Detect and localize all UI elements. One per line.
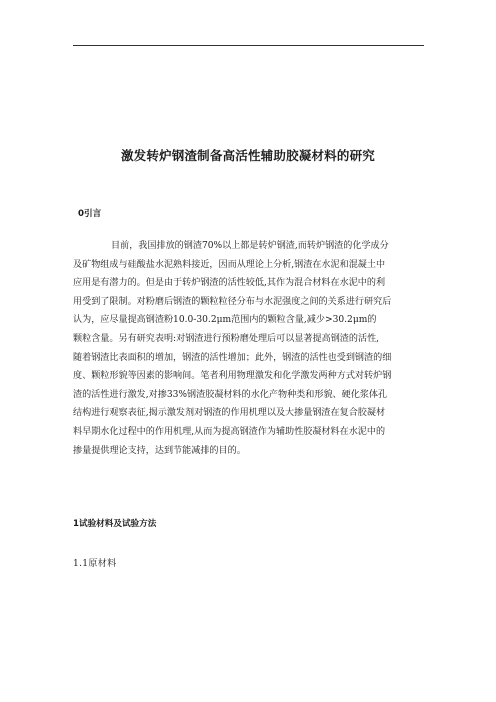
paragraph-line: 随着钢渣比表面积的增加，钢渣的活性增加；此外，钢渣的活性也受到钢渣的细 xyxy=(73,352,392,363)
paragraph-line: 认为，应尽量提高钢渣粉10.0-30.2μm范围内的颗粒含量,减少>30.2μm的 xyxy=(73,315,377,326)
paragraph-line: 掺量提供理论支持，达到节能减排的目的。 xyxy=(73,445,246,456)
subsection-heading-raw-materials: 1.1原材料 xyxy=(73,559,117,569)
paragraph-line: 料早期水化过程中的作用机理,从而为提高钢渣作为辅助性胶凝材料在水泥中的 xyxy=(73,426,386,437)
paragraph-line: 及矿物组成与硅酸盐水泥熟料接近，因而从理论上分析,钢渣在水泥和混凝土中 xyxy=(73,259,386,270)
header-rule xyxy=(73,45,424,46)
introduction-paragraph xyxy=(73,237,425,460)
section-heading-introduction: 0引言 xyxy=(78,209,102,219)
paragraph-line: 渣的活性进行激发,对掺33%钢渣胶凝材料的水化产物种类和形貌、硬化浆体孔 xyxy=(73,389,388,400)
paragraph-line: 颗粒含量。另有研究表明:对钢渣进行预粉磨处理后可以显著提高钢渣的活性, xyxy=(73,333,380,344)
paragraph-line: 用受到了限制。对粉磨后钢渣的颗粒粒径分布与水泥强度之间的关系进行研究后 xyxy=(73,296,392,307)
paragraph-line: 结构进行观察表征,揭示激发剂对钢渣的作用机理以及大掺量钢渣在复合胶凝材 xyxy=(73,408,386,419)
paragraph-line: 度、颗粒形貌等因素的影响间。笔者利用物理激发和化学激发两种方式对转炉钢 xyxy=(73,371,392,382)
document-title: 激发转炉钢渣制备高活性辅助胶凝材料的研究 xyxy=(120,148,375,163)
section-heading-materials-methods: 1试验材料及试验方法 xyxy=(73,519,157,529)
paragraph-line: 目前，我国排放的钢渣70%以上都是转炉钢渣,而转炉钢渣的化学成分 xyxy=(111,241,389,251)
paragraph-line: 应用是有潜力的。但是由于转炉钢渣的活性较低,其作为混合材料在水泥中的利 xyxy=(73,278,386,289)
